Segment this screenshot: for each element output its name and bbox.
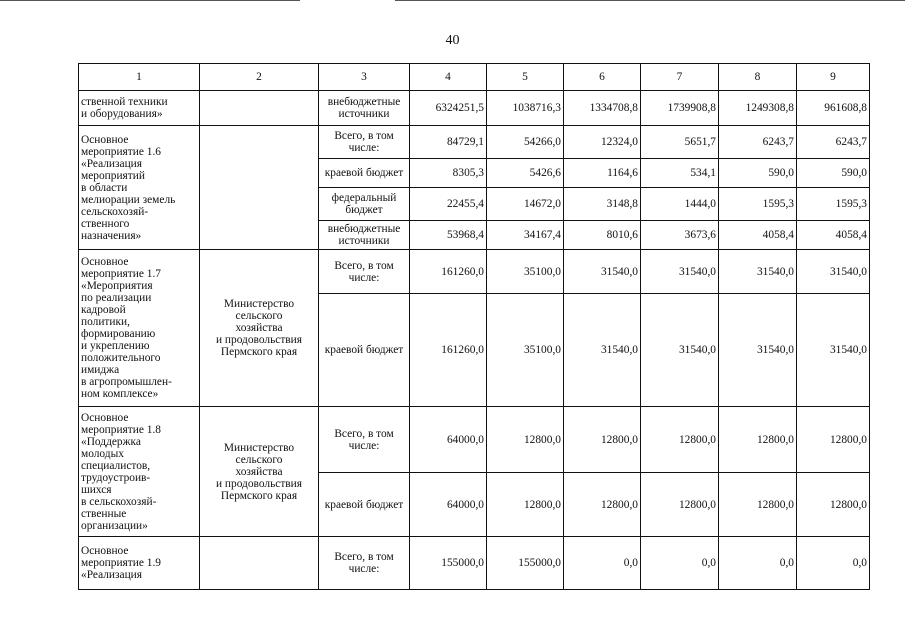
amount-cell: 6243,7 — [719, 126, 797, 159]
funding-source: Всего, в том числе: — [319, 537, 410, 590]
amount-cell: 6243,7 — [797, 126, 870, 159]
amount-cell: 12324,0 — [564, 126, 641, 159]
column-header: 4 — [410, 64, 487, 91]
activity-name: Основное мероприятие 1.9 «Реализация — [79, 537, 200, 590]
amount-cell: 0,0 — [641, 537, 719, 590]
amount-cell: 12800,0 — [797, 473, 870, 537]
amount-cell: 4058,4 — [719, 221, 797, 250]
funding-source: краевой бюджет — [319, 294, 410, 407]
activity-name: Основное мероприятие 1.8 «Поддержка молодых специалистов, трудоустроив- шихся в сельскохозяй- ственные организации» — [79, 407, 200, 537]
amount-cell: 590,0 — [797, 159, 870, 188]
column-header: 5 — [487, 64, 564, 91]
amount-cell: 64000,0 — [410, 473, 487, 537]
amount-cell: 34167,4 — [487, 221, 564, 250]
amount-cell: 31540,0 — [564, 294, 641, 407]
responsible-org: Министерство сельского хозяйства и продовольствия Пермского края — [200, 250, 319, 407]
amount-cell: 54266,0 — [487, 126, 564, 159]
budget-table — [78, 63, 870, 590]
amount-cell: 534,1 — [641, 159, 719, 188]
funding-source: краевой бюджет — [319, 159, 410, 188]
amount-cell: 31540,0 — [641, 250, 719, 294]
amount-cell: 12800,0 — [564, 407, 641, 473]
column-header: 7 — [641, 64, 719, 91]
amount-cell: 31540,0 — [797, 294, 870, 407]
funding-source: Всего, в том числе: — [319, 126, 410, 159]
responsible-org: Министерство сельского хозяйства и продовольствия Пермского края — [200, 407, 319, 537]
amount-cell: 53968,4 — [410, 221, 487, 250]
amount-cell: 12800,0 — [487, 473, 564, 537]
funding-source: внебюджетные источники — [319, 91, 410, 126]
funding-source: Всего, в том числе: — [319, 407, 410, 473]
amount-cell: 12800,0 — [564, 473, 641, 537]
amount-cell: 590,0 — [719, 159, 797, 188]
activity-name: Основное мероприятие 1.6 «Реализация мероприятий в области мелиорации земель сельскохозяй- ственного назначения» — [79, 126, 200, 250]
funding-source: краевой бюджет — [319, 473, 410, 537]
amount-cell: 12800,0 — [719, 473, 797, 537]
table-row — [79, 126, 870, 159]
amount-cell: 155000,0 — [487, 537, 564, 590]
table-row — [79, 91, 870, 126]
column-header: 3 — [319, 64, 410, 91]
responsible-org — [200, 91, 319, 126]
funding-source: Всего, в том числе: — [319, 250, 410, 294]
responsible-org — [200, 537, 319, 590]
amount-cell: 1334708,8 — [564, 91, 641, 126]
page-number: 40 — [445, 33, 460, 48]
amount-cell: 1038716,3 — [487, 91, 564, 126]
activity-name: ственной техники и оборудования» — [79, 91, 200, 126]
top-rule-right — [395, 0, 905, 1]
column-header: 1 — [79, 64, 200, 91]
amount-cell: 12800,0 — [641, 407, 719, 473]
amount-cell: 4058,4 — [797, 221, 870, 250]
amount-cell: 6324251,5 — [410, 91, 487, 126]
amount-cell: 1595,3 — [719, 188, 797, 221]
amount-cell: 0,0 — [564, 537, 641, 590]
amount-cell: 161260,0 — [410, 250, 487, 294]
amount-cell: 1595,3 — [797, 188, 870, 221]
amount-cell: 3148,8 — [564, 188, 641, 221]
funding-source: внебюджетные источники — [319, 221, 410, 250]
column-header: 8 — [719, 64, 797, 91]
table-body — [79, 64, 870, 590]
amount-cell: 8010,6 — [564, 221, 641, 250]
top-rule-left — [0, 0, 300, 1]
amount-cell: 5426,6 — [487, 159, 564, 188]
amount-cell: 14672,0 — [487, 188, 564, 221]
table-row — [79, 250, 870, 294]
amount-cell: 64000,0 — [410, 407, 487, 473]
amount-cell: 22455,4 — [410, 188, 487, 221]
amount-cell: 31540,0 — [564, 250, 641, 294]
column-header: 2 — [200, 64, 319, 91]
table-row — [79, 537, 870, 590]
amount-cell: 155000,0 — [410, 537, 487, 590]
amount-cell: 1739908,8 — [641, 91, 719, 126]
amount-cell: 12800,0 — [797, 407, 870, 473]
amount-cell: 1444,0 — [641, 188, 719, 221]
amount-cell: 35100,0 — [487, 294, 564, 407]
amount-cell: 161260,0 — [410, 294, 487, 407]
activity-name: Основное мероприятие 1.7 «Мероприятия по реализации кадровой политики, формированию и укреплению положительного имиджа в агропромышлен- ном комплексе» — [79, 250, 200, 407]
amount-cell: 12800,0 — [641, 473, 719, 537]
amount-cell: 5651,7 — [641, 126, 719, 159]
amount-cell: 0,0 — [797, 537, 870, 590]
column-header: 9 — [797, 64, 870, 91]
responsible-org — [200, 126, 319, 250]
amount-cell: 1249308,8 — [719, 91, 797, 126]
amount-cell: 31540,0 — [719, 250, 797, 294]
amount-cell: 35100,0 — [487, 250, 564, 294]
header-row — [79, 64, 870, 91]
amount-cell: 8305,3 — [410, 159, 487, 188]
amount-cell: 12800,0 — [487, 407, 564, 473]
amount-cell: 84729,1 — [410, 126, 487, 159]
amount-cell: 31540,0 — [719, 294, 797, 407]
table-row — [79, 407, 870, 473]
column-header: 6 — [564, 64, 641, 91]
amount-cell: 12800,0 — [719, 407, 797, 473]
funding-source: федеральный бюджет — [319, 188, 410, 221]
amount-cell: 3673,6 — [641, 221, 719, 250]
amount-cell: 31540,0 — [641, 294, 719, 407]
amount-cell: 961608,8 — [797, 91, 870, 126]
amount-cell: 0,0 — [719, 537, 797, 590]
amount-cell: 1164,6 — [564, 159, 641, 188]
amount-cell: 31540,0 — [797, 250, 870, 294]
